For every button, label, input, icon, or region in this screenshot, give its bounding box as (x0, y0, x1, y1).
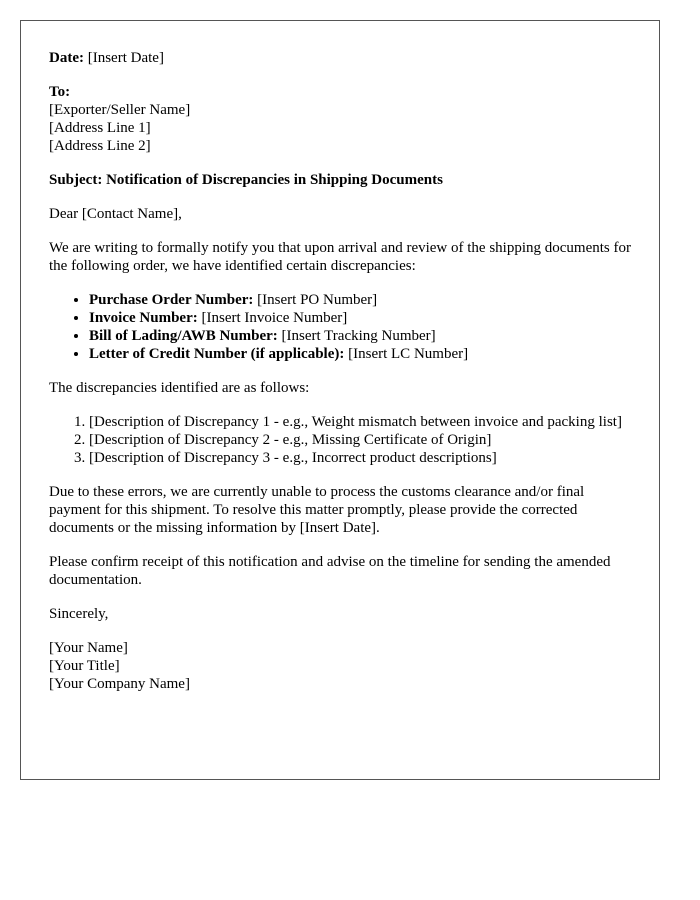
detail-label: Purchase Order Number: (89, 292, 254, 308)
salutation: Dear [Contact Name], (49, 206, 182, 222)
discrepancy-item: 1. [Description of Discrepancy 1 - e.g., Weight mismatch between invoice and packing list] (89, 413, 631, 431)
recipient-block (49, 83, 631, 155)
recipient-address-line-1: [Address Line 1] (49, 120, 151, 136)
recipient-name: [Exporter/Seller Name] (49, 102, 191, 118)
intro-paragraph: We are writing to formally notify you that upon arrival and review of the shipping documents for the following order, we have identified certain discrepancies: (49, 240, 631, 274)
detail-value: [Insert PO Number] (253, 292, 378, 308)
recipient-address-line-2: [Address Line 2] (49, 138, 151, 154)
detail-value: [Insert Tracking Number] (277, 328, 436, 344)
detail-item-bol (89, 327, 631, 345)
detail-label: Invoice Number: (89, 310, 198, 326)
date-line (49, 49, 631, 67)
closing: Sincerely, (49, 606, 109, 622)
detail-item-po (89, 291, 631, 309)
signature-title: [Your Title] (49, 658, 120, 674)
letter-document (20, 20, 660, 780)
discrepancies-list (49, 413, 631, 467)
date-value: [Insert Date] (83, 50, 164, 66)
detail-label: Bill of Lading/AWB Number: (89, 328, 278, 344)
recipient-label: To: (49, 84, 71, 100)
discrepancy-item: 3. [Description of Discrepancy 3 - e.g., Incorrect product descriptions] (89, 449, 631, 467)
detail-item-invoice (89, 309, 631, 327)
detail-value: [Insert LC Number] (344, 346, 469, 362)
signature-name: [Your Name] (49, 640, 128, 656)
detail-value: [Insert Invoice Number] (197, 310, 348, 326)
detail-item-lc (89, 345, 631, 363)
order-details-list (49, 291, 631, 363)
date-label: Date: (49, 50, 84, 66)
detail-label: Letter of Credit Number (if applicable): (89, 346, 345, 362)
body-paragraph-1: Due to these errors, we are currently unable to process the customs clearance and/or final payment for this shipment. To resolve this matter promptly, please provide the corrected documents or the missing information by [Insert Date]. (49, 484, 585, 536)
signature-company: [Your Company Name] (49, 676, 190, 692)
body-paragraph-2: Please confirm receipt of this notification and advise on the timeline for sending the amended documentation. (49, 554, 611, 588)
discrepancies-intro: The discrepancies identified are as follows: (49, 380, 310, 396)
discrepancy-item: 2. [Description of Discrepancy 2 - e.g., Missing Certificate of Origin] (89, 431, 631, 449)
subject-line: Subject: Notification of Discrepancies in Shipping Documents (49, 172, 443, 188)
signature-block (49, 639, 631, 693)
